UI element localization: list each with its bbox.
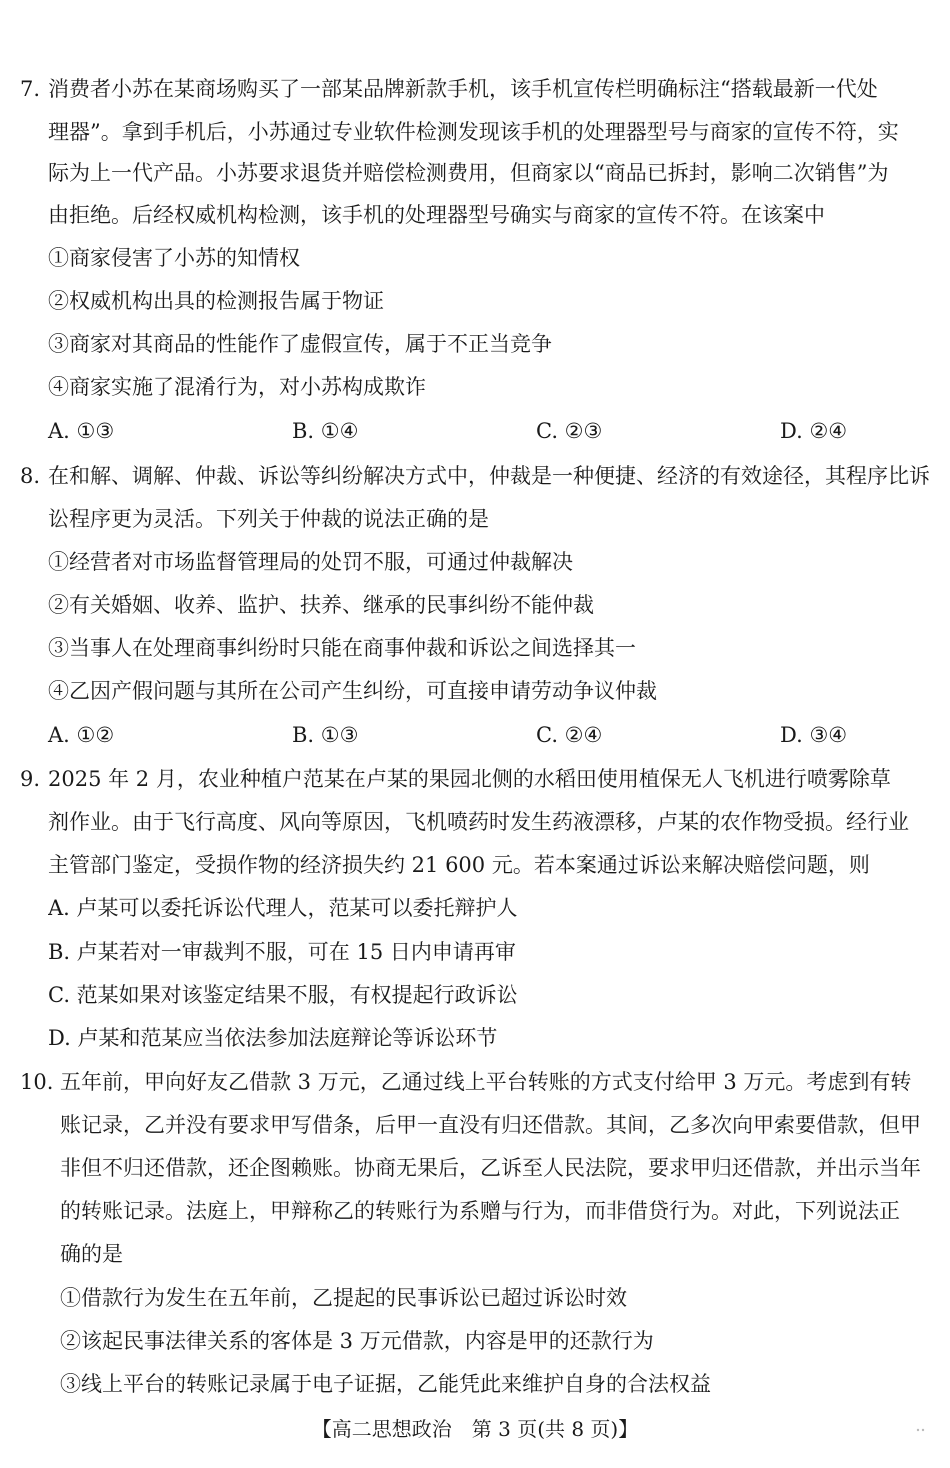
- statement-4: ④商家实施了混淆行为，对小苏构成欺诈: [48, 375, 426, 399]
- statement-2: ②有关婚姻、收养、监护、扶养、继承的民事纠纷不能仲裁: [48, 593, 594, 617]
- question-number: 10.: [20, 1070, 54, 1094]
- question-text-line: 主管部门鉴定，受损作物的经济损失约 21 600 元。若本案通过诉讼来解决赔偿问题，则: [48, 853, 870, 877]
- question-text-line: 剂作业。由于飞行高度、风向等原因，飞机喷药时发生药液漂移，卢某的农作物受损。经行业: [48, 810, 909, 834]
- option-a[interactable]: A. ①②: [48, 723, 115, 747]
- question-text-line: 账记录，乙并没有要求甲写借条，后甲一直没有归还借款。其间，乙多次向甲索要借款，但甲: [60, 1113, 921, 1137]
- option-c[interactable]: C. ②④: [536, 723, 603, 747]
- statement-1: ①商家侵害了小苏的知情权: [48, 246, 300, 270]
- statement-1: ①经营者对市场监督管理局的处罚不服，可通过仲裁解决: [48, 550, 573, 574]
- statement-3: ③商家对其商品的性能作了虚假宣传，属于不正当竞争: [48, 332, 552, 356]
- question-text-line: 2025 年 2 月，农业种植户范某在卢某的果园北侧的水稻田使用植保无人飞机进行喷雾除草: [48, 767, 891, 791]
- question-text-line: 确的是: [60, 1242, 123, 1266]
- question-text-line: 由拒绝。后经权威机构检测，该手机的处理器型号确实与商家的宣传不符。在该案中: [48, 203, 825, 227]
- option-a[interactable]: A. 卢某可以委托诉讼代理人，范某可以委托辩护人: [48, 896, 518, 920]
- statement-2: ②权威机构出具的检测报告属于物证: [48, 289, 384, 313]
- statement-3: ③线上平台的转账记录属于电子证据，乙能凭此来维护自身的合法权益: [60, 1372, 711, 1396]
- option-d[interactable]: D. ③④: [780, 723, 848, 747]
- option-a[interactable]: A. ①③: [48, 419, 115, 443]
- option-c[interactable]: C. 范某如果对该鉴定结果不服，有权提起行政诉讼: [48, 983, 518, 1007]
- question-text-line: 非但不归还借款，还企图赖账。协商无果后，乙诉至人民法院，要求甲归还借款，并出示当年: [60, 1156, 921, 1180]
- option-b[interactable]: B. ①③: [292, 723, 359, 747]
- question-text-line: 际为上一代产品。小苏要求退货并赔偿检测费用，但商家以“商品已拆封，影响二次销售”为: [48, 161, 889, 185]
- option-c[interactable]: C. ②③: [536, 419, 603, 443]
- statement-2: ②该起民事法律关系的客体是 3 万元借款，内容是甲的还款行为: [60, 1329, 654, 1353]
- question-text-line: 理器”。拿到手机后，小苏通过专业软件检测发现该手机的处理器型号与商家的宣传不符，实: [48, 120, 899, 144]
- page-footer: 【高二思想政治 第 3 页(共 8 页)】: [311, 1417, 639, 1441]
- question-text-line: 消费者小苏在某商场购买了一部某品牌新款手机，该手机宣传栏明确标注“搭载最新一代处: [48, 77, 878, 101]
- corner-mark: [914, 1424, 928, 1434]
- option-b[interactable]: B. 卢某若对一审裁判不服，可在 15 日内申请再审: [48, 940, 516, 964]
- statement-4: ④乙因产假问题与其所在公司产生纠纷，可直接申请劳动争议仲裁: [48, 679, 657, 703]
- option-b[interactable]: B. ①④: [292, 419, 359, 443]
- question-text-line: 讼程序更为灵活。下列关于仲裁的说法正确的是: [48, 507, 489, 531]
- statement-1: ①借款行为发生在五年前，乙提起的民事诉讼已超过诉讼时效: [60, 1286, 627, 1310]
- statement-3: ③当事人在处理商事纠纷时只能在商事仲裁和诉讼之间选择其一: [48, 636, 636, 660]
- question-number: 9.: [20, 767, 41, 791]
- question-text-line: 的转账记录。法庭上，甲辩称乙的转账行为系赠与行为，而非借贷行为。对此，下列说法正: [60, 1199, 900, 1223]
- option-d[interactable]: D. ②④: [780, 419, 848, 443]
- question-number: 7.: [20, 77, 41, 101]
- question-text-line: 五年前，甲向好友乙借款 3 万元，乙通过线上平台转账的方式支付给甲 3 万元。考虑到有转: [60, 1070, 912, 1094]
- question-number: 8.: [20, 464, 41, 488]
- option-d[interactable]: D. 卢某和范某应当依法参加法庭辩论等诉讼环节: [48, 1026, 498, 1050]
- question-text-line: 在和解、调解、仲裁、诉讼等纠纷解决方式中，仲裁是一种便捷、经济的有效途径，其程序比诉: [48, 464, 930, 488]
